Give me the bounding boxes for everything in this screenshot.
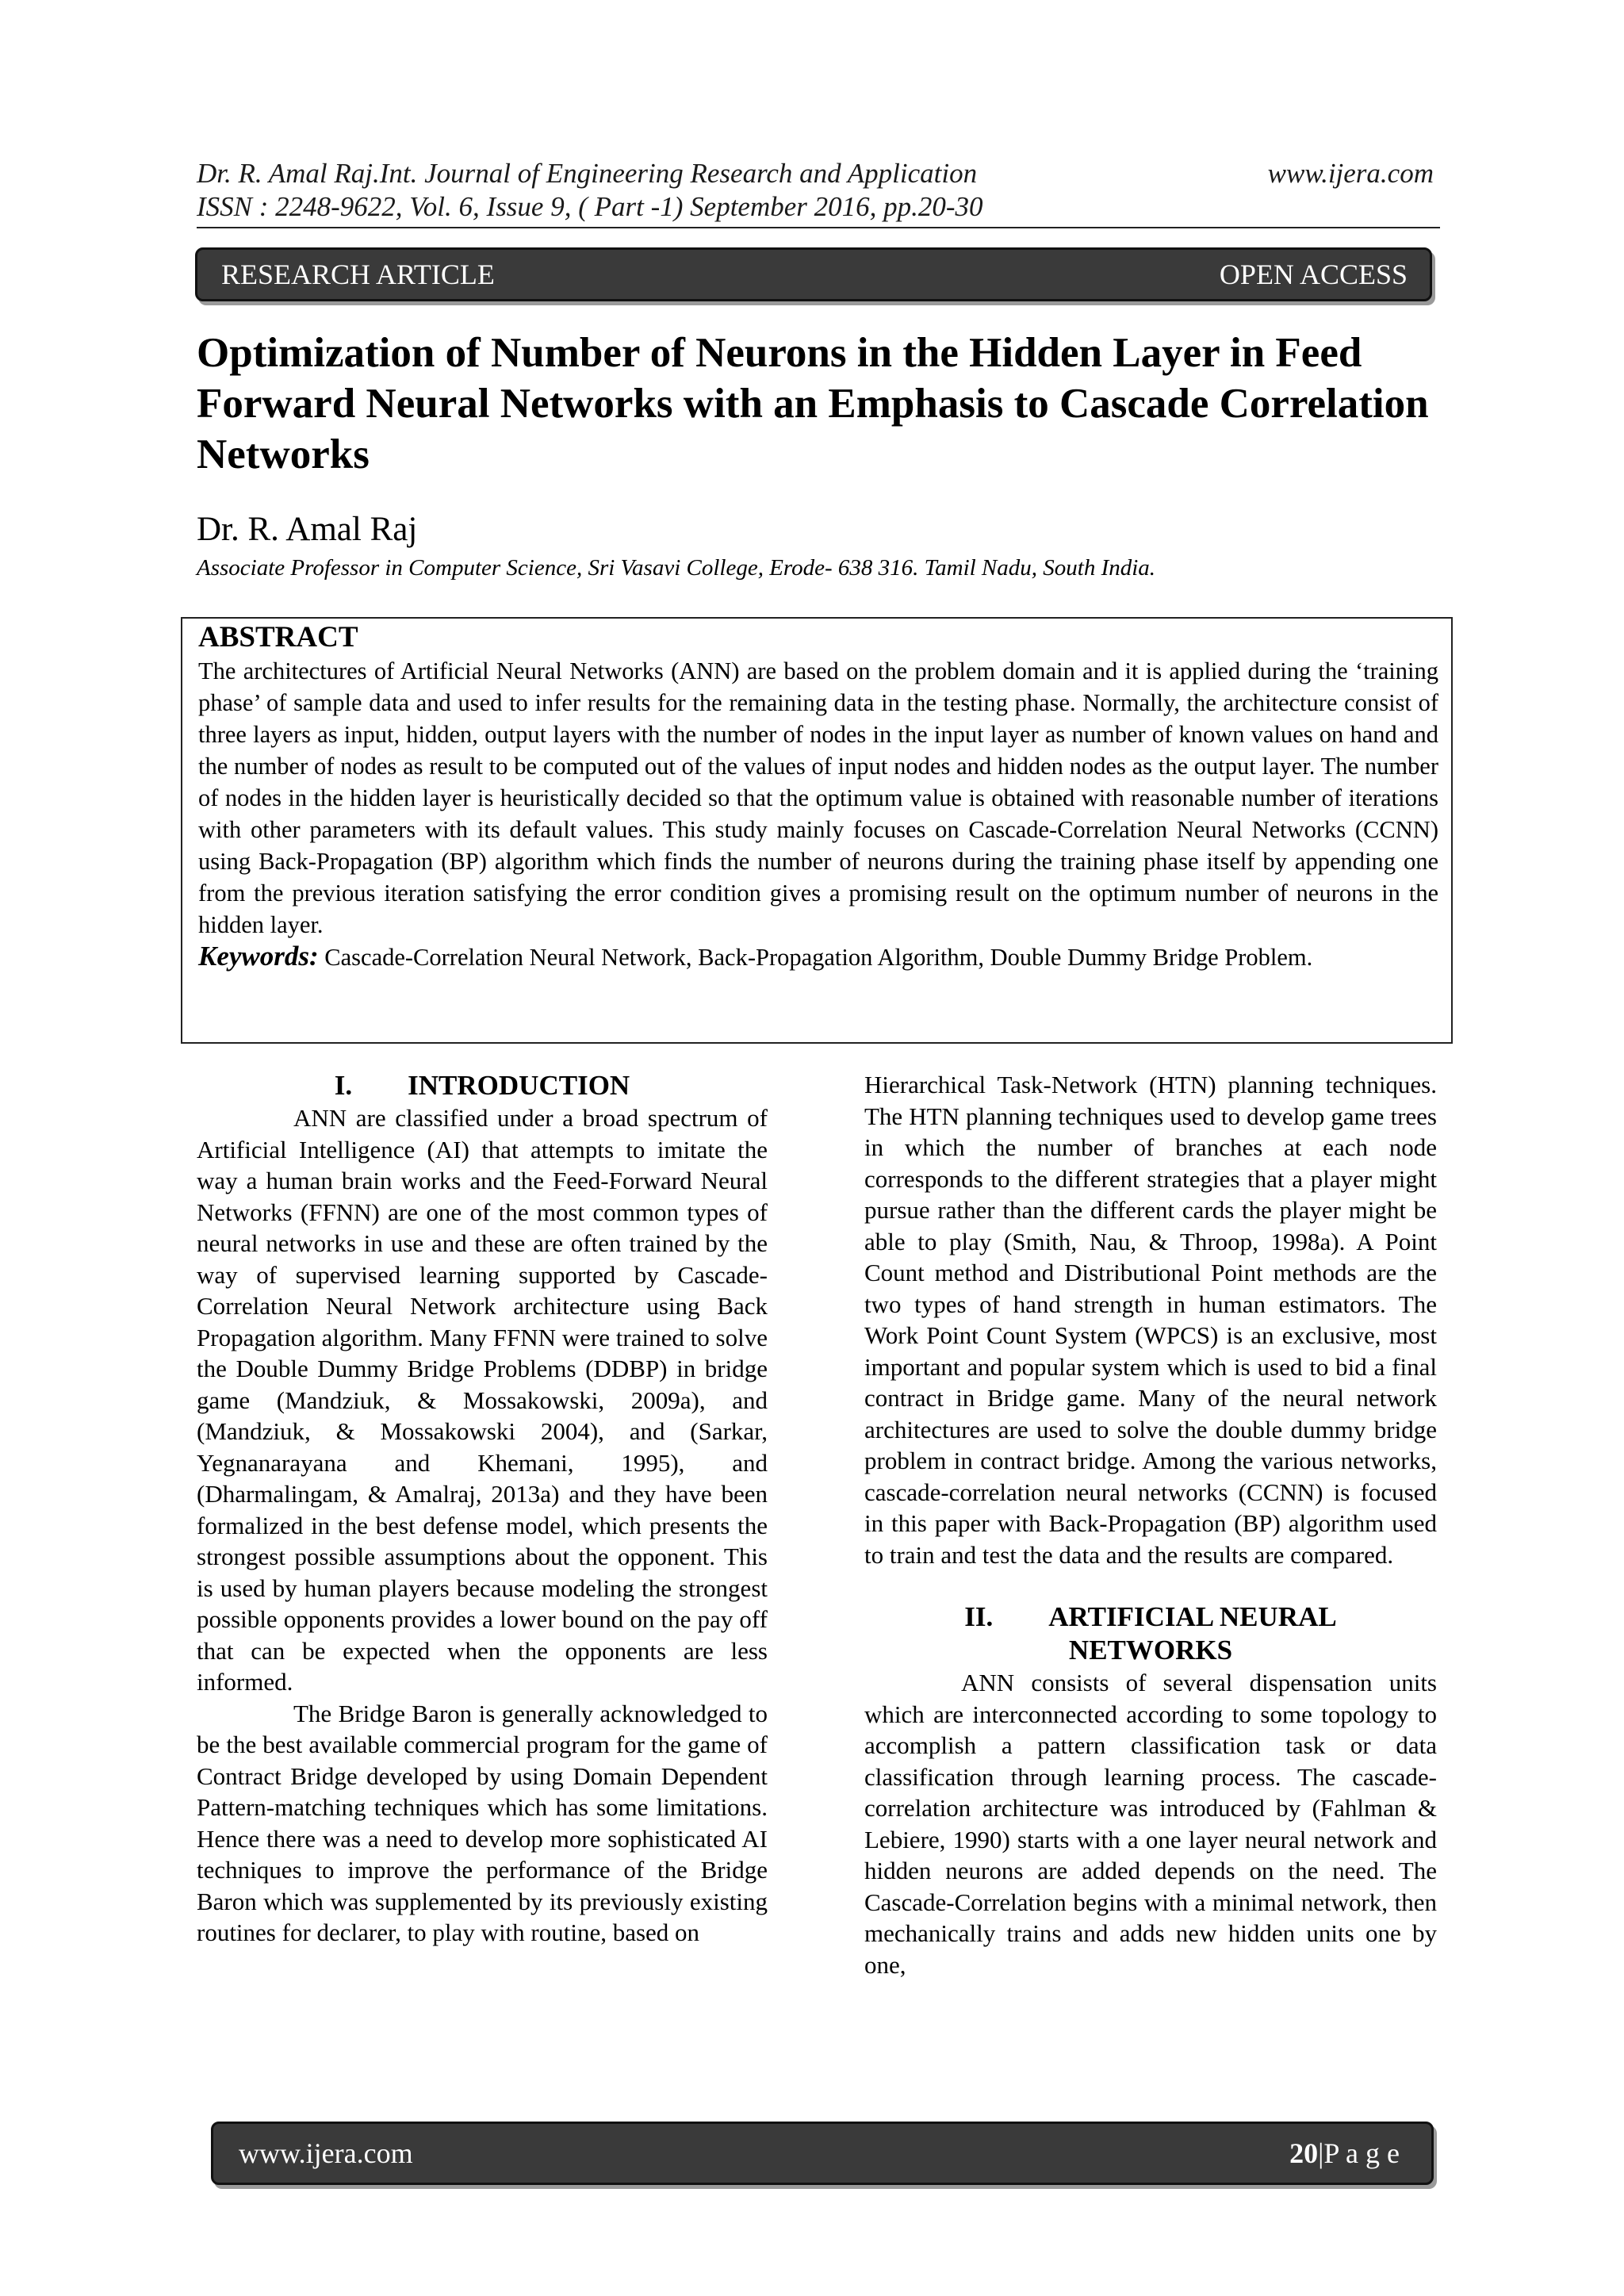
keywords-label: Keywords: xyxy=(198,941,319,972)
section-title: INTRODUCTION xyxy=(408,1070,630,1101)
right-column xyxy=(864,1069,1437,1980)
intro-paragraph-1: ANN are classified under a broad spectrum of Artificial Intelligence (AI) that attempts to imitate the way a human brain works and the Feed-Forward Neural Networks (FFNN) are one of the most common types of neural networks in use and these are often trained by the way of supervised learning supported by Cascade-Correlation Neural Network architecture using Back Propagation algorithm. Many FFNN were trained to solve the Double Dummy Bridge Problems (DDBP) in bridge game (Mandziuk, & Mossakowski, 2009a), and (Mandziuk, & Mossakowski 2004), and (Sarkar, Yegnanarayana and Khemani, 1995), and (Dharmalingam, & Amalraj, 2013a) and they have been formalized in the best defense model, which presents the strongest possible assumptions about the opponent. This is used by human players because modeling the strongest possible opponents provides a lower bound on the pay off that can be expected when the opponents are less informed. xyxy=(197,1104,768,1696)
journal-citation: Dr. R. Amal Raj.Int. Journal of Engineering Research and Application xyxy=(197,158,978,189)
article-type-label: RESEARCH ARTICLE xyxy=(221,259,495,290)
section-heading-introduction xyxy=(197,1069,768,1102)
author-affiliation: Associate Professor in Computer Science, Sri Vasavi College, Erode- 638 316. Tamil Nadu, South India. xyxy=(197,555,1156,581)
section-number: I. xyxy=(334,1070,353,1101)
author-name: Dr. R. Amal Raj xyxy=(197,511,418,548)
header-divider xyxy=(197,227,1440,228)
section-number: II. xyxy=(964,1601,994,1632)
header-website: www.ijera.com xyxy=(1267,158,1434,189)
ann-paragraph-1: ANN consists of several dispensation units which are interconnected according to some topology to accomplish a pattern classification task or data classification through learning process. The cascade-correlation architecture was introduced by (Fahlman & Lebiere, 1990) starts with a one layer neural network and hidden neurons are added depends on the need. The Cascade-Correlation begins with a minimal network, then mechanically trains and adds new hidden units one by one, xyxy=(864,1669,1437,1979)
intro-paragraph-2: The Bridge Baron is generally acknowledged to be the best available commercial program for the game of Contract Bridge developed by using Domain Dependent Pattern-matching techniques which has some limitations. Hence there was a need to develop more sophisticated AI techniques to improve the performance of the Bridge Baron which was supplemented by its previously existing routines for declarer, to play with routine, based on xyxy=(197,1699,768,1946)
page-number: 20 xyxy=(1289,2137,1319,2169)
abstract-body xyxy=(198,655,1438,973)
article-type-banner xyxy=(195,247,1432,301)
issn-line: ISSN : 2248-9622, Vol. 6, Issue 9, ( Part -1) September 2016, pp.20-30 xyxy=(197,191,983,222)
page-label: |P a g e xyxy=(1318,2137,1400,2169)
footer-banner xyxy=(211,2122,1434,2185)
abstract-heading: ABSTRACT xyxy=(198,621,358,654)
abstract-text: The architectures of Artificial Neural Networks (ANN) are based on the problem domain and it is applied during the ‘training phase’ of sample data and used to infer results for the remaining data in the testing phase. Normally, the architecture consist of three layers as input, hidden, output layers with the number of nodes in the input layer as number of known values on hand and the number of nodes as result to be computed out of the values of input nodes and hidden nodes as the output layer. The number of nodes in the hidden layer is heuristically decided so that the optimum value is obtained with reasonable number of iterations with other parameters with its default values. This study mainly focuses on Cascade-Correlation Neural Networks (CCNN) using Back-Propagation (BP) algorithm which finds the number of neurons during the training phase itself by appending one from the previous iteration satisfying the error condition gives a promising result on the optimum number of neurons in the hidden layer. xyxy=(198,657,1438,938)
intro-paragraph-3: Hierarchical Task-Network (HTN) planning techniques. The HTN planning techniques used to develop game trees in which the number of branches at each node corresponds to the different strategies that a player might pursue rather than the different cards the player might be able to play (Smith, Nau, & Throop, 1998a). A Point Count method and Distributional Point methods are the two types of hand strength in human estimators. The Work Point Count System (WPCS) is an exclusive, most important and popular system which is used to bid a final contract in Bridge game. Many of the neural network architectures are used to solve the double dummy bridge problem in contract bridge. Among the various networks, cascade-correlation neural networks (CCNN) is focused in this paper with Back-Propagation (BP) algorithm used to train and test the data and the results are compared. xyxy=(864,1071,1437,1569)
footer-website: www.ijera.com xyxy=(239,2137,413,2169)
abstract-box xyxy=(181,617,1453,1044)
section-title-line-2: NETWORKS xyxy=(1068,1635,1233,1665)
section-heading-ann xyxy=(864,1600,1437,1667)
page-indicator xyxy=(1289,2137,1400,2170)
section-title-line-1: ARTIFICIAL NEURAL xyxy=(1048,1601,1337,1632)
keywords-text: Cascade-Correlation Neural Network, Back-Propagation Algorithm, Double Dummy Bridge Problem. xyxy=(324,944,1313,971)
paper-title: Optimization of Number of Neurons in the Hidden Layer in Feed Forward Neural Networks with an Emphasis to Cascade Correlation Networks xyxy=(197,330,1429,477)
open-access-label: OPEN ACCESS xyxy=(1219,259,1408,290)
left-column xyxy=(197,1069,768,1949)
